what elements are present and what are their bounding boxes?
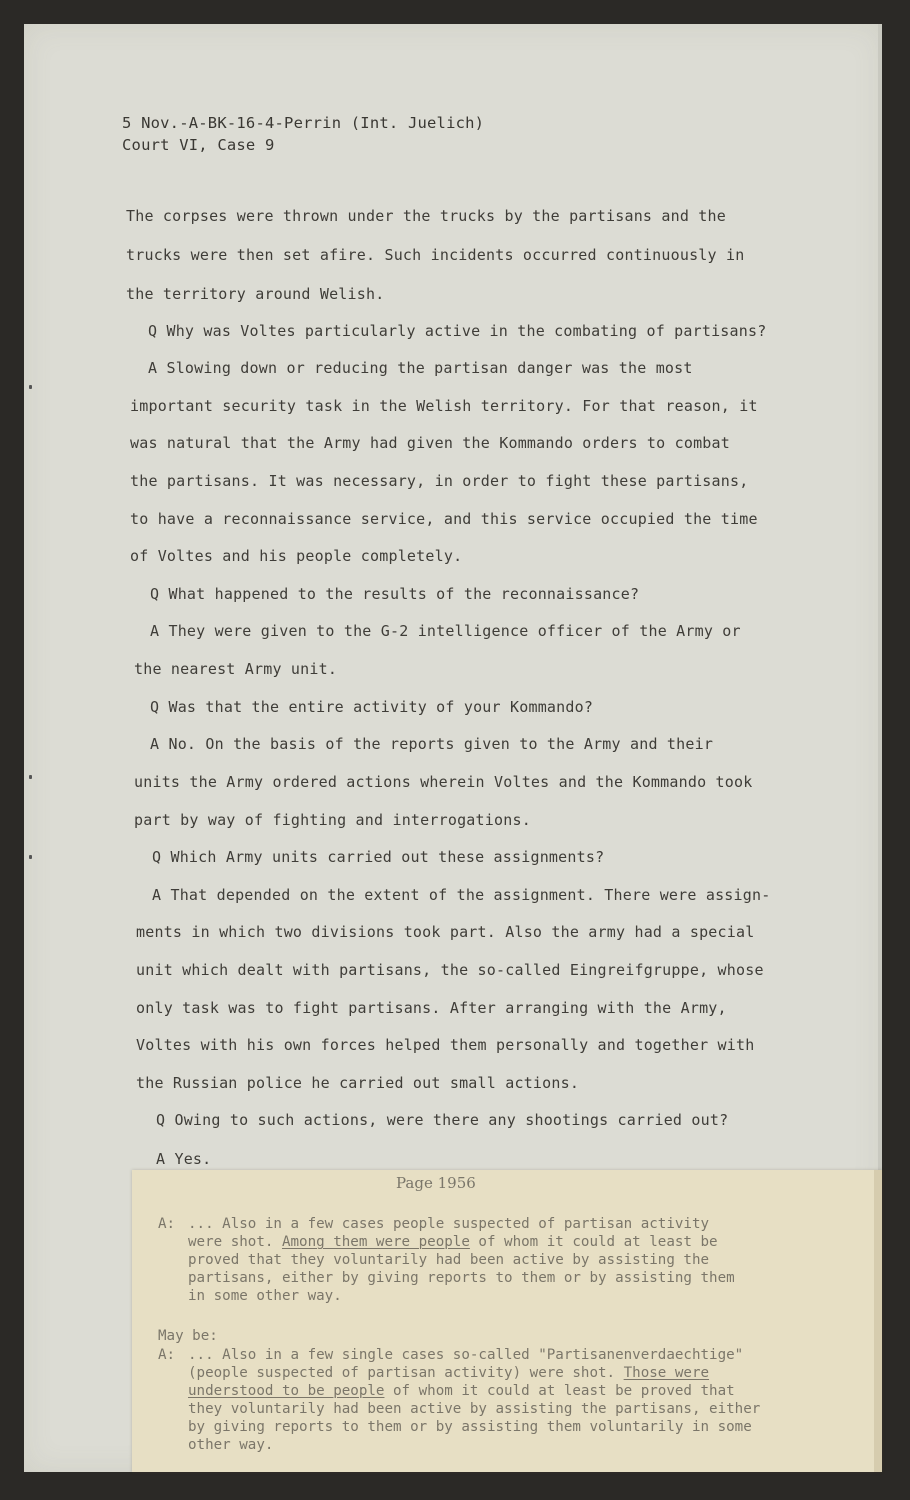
attached-correction-slip: [132, 1170, 882, 1472]
slip-para2-prefix: A:: [158, 1347, 176, 1363]
body-line: to have a reconnaissance service, and this service occupied the time: [130, 510, 758, 528]
answer-line: A Yes.: [156, 1150, 212, 1168]
slip-para2-line: by giving reports to them or by assisting them voluntarily in some: [188, 1419, 752, 1435]
question-line: Q Owing to such actions, were there any shootings carried out?: [156, 1111, 729, 1129]
question-line: Q Which Army units carried out these assignments?: [152, 848, 605, 866]
body-line: the nearest Army unit.: [134, 660, 338, 678]
body-line: the territory around Welish.: [126, 285, 385, 303]
margin-mark: [29, 385, 32, 389]
body-line: the Russian police he carried out small actions.: [136, 1074, 580, 1092]
slip-para1-prefix: A:: [158, 1216, 176, 1232]
slip-underlined-text: Among them were people: [281, 1234, 470, 1250]
body-line: unit which dealt with partisans, the so-called Eingreifgruppe, whose: [136, 961, 764, 979]
answer-line: A No. On the basis of the reports given to the Army and their: [150, 735, 714, 753]
slip-edge: [874, 1170, 882, 1472]
body-line: units the Army ordered actions wherein Voltes and the Kommando took: [134, 773, 753, 791]
body-line: important security task in the Welish territory. For that reason, it: [130, 397, 758, 415]
body-line: trucks were then set afire. Such incidents occurred continuously in: [126, 246, 745, 264]
body-line: the partisans. It was necessary, in order to fight these partisans,: [130, 472, 749, 490]
body-line: only task was to fight partisans. After arranging with the Army,: [136, 999, 727, 1017]
slip-para1-line: proved that they voluntarily had been active by assisting the: [188, 1252, 710, 1268]
slip-para2-line: [188, 1365, 709, 1381]
answer-line: A Slowing down or reducing the partisan danger was the most: [148, 359, 693, 377]
body-line: The corpses were thrown under the trucks by the partisans and the: [126, 207, 726, 225]
slip-text-part: of whom it could at least be proved that: [384, 1383, 735, 1399]
answer-line: A That depended on the extent of the assignment. There were assign-: [152, 886, 771, 904]
body-line: of Voltes and his people completely.: [130, 547, 463, 565]
margin-mark: [29, 775, 32, 779]
slip-underlined-text: understood to be people: [188, 1383, 385, 1399]
slip-page-number: Page 1956: [396, 1174, 476, 1192]
slip-text-part: were shot.: [188, 1234, 282, 1250]
header-reference: 5 Nov.-A-BK-16-4-Perrin (Int. Juelich): [122, 114, 485, 132]
slip-para2-line: ... Also in a few single cases so-called "Partisanenverdaechtige": [188, 1347, 744, 1363]
question-line: Q Why was Voltes particularly active in the combating of partisans?: [148, 322, 767, 340]
body-line: was natural that the Army had given the Kommando orders to combat: [130, 434, 730, 452]
body-line: Voltes with his own forces helped them personally and together with: [136, 1036, 755, 1054]
margin-mark: [29, 855, 32, 859]
body-line: ments in which two divisions took part. Also the army had a special: [136, 923, 755, 941]
body-line: part by way of fighting and interrogations.: [134, 811, 531, 829]
header-court-case: Court VI, Case 9: [122, 136, 275, 154]
answer-line: A They were given to the G-2 intelligence officer of the Army or: [150, 622, 741, 640]
slip-para2-line: other way.: [188, 1437, 274, 1453]
slip-para1-line: [188, 1234, 718, 1250]
slip-para1-line: in some other way.: [188, 1288, 342, 1304]
slip-maybe-label: May be:: [158, 1328, 218, 1344]
question-line: Q Was that the entire activity of your Kommando?: [150, 698, 594, 716]
slip-para1-line: partisans, either by giving reports to them or by assisting them: [188, 1270, 735, 1286]
slip-para2-line: [188, 1383, 735, 1399]
slip-underlined-text: Those were: [623, 1365, 710, 1381]
slip-text-part: of whom it could at least be: [469, 1234, 718, 1250]
slip-para1-line: ... Also in a few cases people suspected of partisan activity: [188, 1216, 710, 1232]
question-line: Q What happened to the results of the reconnaissance?: [150, 585, 640, 603]
slip-para2-line: they voluntarily had been active by assisting the partisans, either: [188, 1401, 761, 1417]
slip-text-part: (people suspected of partisan activity) were shot.: [188, 1365, 624, 1381]
